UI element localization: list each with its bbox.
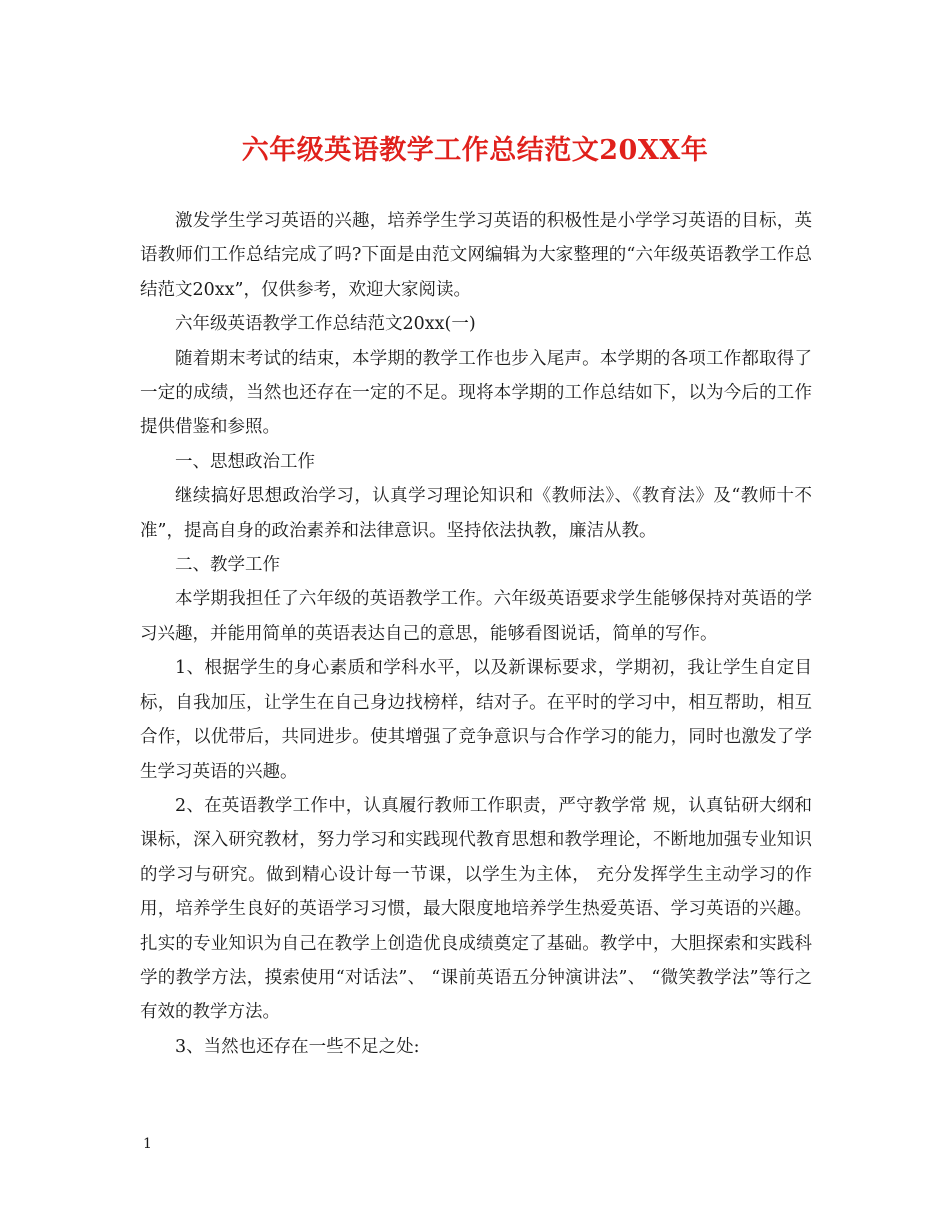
- document-title: 六年级英语教学工作总结范文20XX年: [241, 135, 709, 166]
- section-heading: 二、教学工作: [175, 555, 280, 576]
- paragraph: 继续搞好思想政治学习，认真学习理论知识和《教师法》、《教育法》及“教师十不准”，提高自身的政治素养和法律意识。坚持依法执教，廉洁从教。: [140, 486, 812, 541]
- section-heading: 六年级英语教学工作总结范文20xx(一): [175, 314, 476, 335]
- section-heading: 一、思想政治工作: [175, 451, 315, 472]
- document-body: [140, 204, 812, 1064]
- intro-paragraph: 激发学生学习英语的兴趣，培养学生学习英语的积极性是小学学习英语的目标，英语教师们工作总结完成了吗?下面是由范文网编辑为大家整理的“六年级英语教学工作总结范文20xx”，仅供参考，欢迎大家阅读。: [140, 211, 812, 300]
- paragraph: 1、根据学生的身心素质和学科水平，以及新课标要求，学期初，我让学生自定目标，自我加压，让学生在自己身边找榜样，结对子。在平时的学习中，相互帮助，相互合作，以优带后，共同进步。使其增强了竞争意识与合作学习的能力，同时也激发了学生学习英语的兴趣。: [140, 658, 812, 782]
- paragraph: 随着期末考试的结束，本学期的教学工作也步入尾声。本学期的各项工作都取得了一定的成绩，当然也还存在一定的不足。现将本学期的工作总结如下，以为今后的工作提供借鉴和参照。: [140, 348, 812, 438]
- page-number: 1: [143, 1136, 152, 1152]
- paragraph: 本学期我担任了六年级的英语教学工作。六年级英语要求学生能够保持对英语的学习兴趣，并能用简单的英语表达自己的意思，能够看图说话，简单的写作。: [140, 589, 812, 644]
- paragraph: 3、当然也还存在一些不足之处:: [175, 1036, 420, 1057]
- paragraph: 2、在英语教学工作中，认真履行教师工作职责，严守教学常 规，认真钻研大纲和课标，深入研究教材，努力学习和实践现代教育思想和教学理论，不断地加强专业知识的学习与研究。做到精心设计每一节课，以学生为主体， 充分发挥学生主动学习的作用，培养学生良好的英语学习习惯，最大限度地培养学生热爱英语、学习英语的兴趣。扎实的专业知识为自己在教学上创造优良成绩奠定了基础。教学中，大胆探索和实践科学的教学方法，摸索使用“对话法”、 “课前英语五分钟演讲法”、 “微笑教学法”等行之有效的教学方法。: [140, 795, 812, 1023]
